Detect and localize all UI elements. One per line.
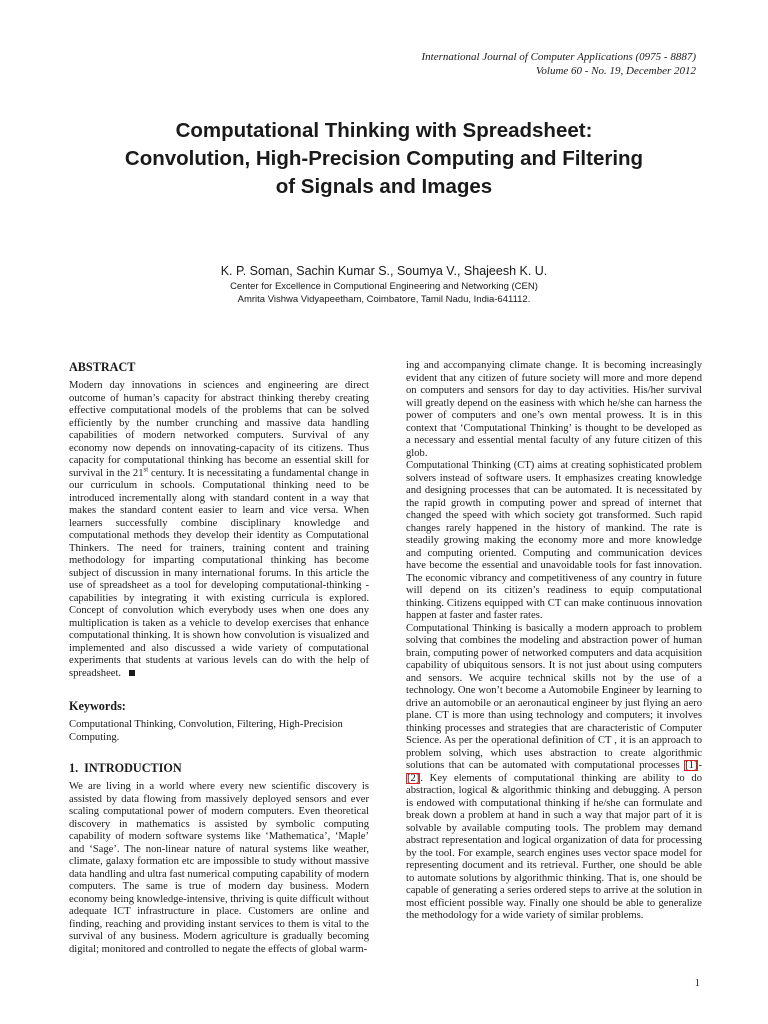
ordinal-superscript: st	[143, 464, 149, 473]
keywords-heading: Keywords:	[69, 699, 126, 713]
journal-volume: Volume 60 - No. 19, December 2012	[535, 65, 696, 77]
keywords-text: Computational Thinking, Convolution, Filtering, High-Precision Computing.	[69, 719, 343, 743]
paper-title	[40, 117, 728, 201]
journal-header	[276, 50, 696, 78]
introduction-heading	[69, 761, 369, 775]
title-line-2: Convolution, High-Precision Computing and Filtering	[124, 147, 644, 170]
abstract-text	[69, 380, 369, 680]
abstract-text-part-2: century. It is necessitating a fundamental change in our curriculum in schools. Computational thinking need to be introduced incrementally along with standard content in a way that makes the standard content easier to learn and vice versa. When learners successfully combine disciplinary knowledge and computational methods they develop their identity as Computational Thinkers. The need for trainers, training content and training methodology for imparting computational thinking has become subject of discussion in many international forums. In this article the use of spreadsheet as a tool for developing computational-thinking -capabilities by integrating it with existing curricula is explored. Concept of convolution which everybody uses when one does any multiplication is taken as a vehicle to develop exercises that enhance computational thinking. It is shown how convolution is visualized and implemented and also discussed a wide variety of computational experiments that students at various levels can do with the help of spreadsheet.	[69, 467, 369, 679]
citation-separator: -	[698, 760, 702, 771]
section-title: INTRODUCTION	[84, 761, 182, 775]
end-of-abstract-square-icon	[129, 670, 135, 676]
page-number: 1	[694, 978, 700, 989]
paragraph-3-part-1: Computational Thinking is basically a modern approach to problem solving that combines the modeling and abstraction power of human brain, computing power of networked computers and data acquisition capability of ubiquitous sensors. It is not just about using computers and sensors. We acquire technical skills not by the use of a technology. One won’t become a Automobile Engineer by learning to drive an automobile or an aeronautical engineer by just flying an aero plane. CT is more than using technology and computers; it involves thinking processes and strategies that are characteristic of Computer Science. As per the operational definition of CT , it is an approach to problem solving, which uses abstraction to create algorithmic solutions that can be automated with computational processes	[406, 622, 702, 771]
title-line-3: of Signals and Images	[275, 175, 493, 198]
title-line-1: Computational Thinking with Spreadsheet:	[175, 119, 593, 142]
abstract-heading: ABSTRACT	[69, 360, 136, 374]
paragraph-1: ing and accompanying climate change. It is becoming increasingly evident that any citizen of future society will more and more depend on computers and sensors for day to day activities. His/her survival will greatly depend on the easiness with which he/she can harness the power of computers and one’s own mental prowess. It is in this context that ‘Computational Thinking’ is thought to be developed as a necessary and essential mental faculty of any future citizen of this glob.	[406, 360, 702, 459]
affiliation-line-2: Amrita Vishwa Vidyapeetham, Coimbatore, Tamil Nadu, India-641112.	[237, 294, 531, 305]
citation-1-label: 1	[688, 760, 694, 771]
journal-name: International Journal of Computer Applications (0975 - 8887)	[421, 51, 696, 63]
paragraph-3-part-2: . Key elements of computational thinking are ability to do abstraction, logical & algorithmic thinking and debugging. A person is endowed with computational thinking if he/she can formulate and break down a problem at hand in such a way that major part of it is solvable by available computing tools. The problem may demand abstract representation and logical organization of data for processing by the tool. For example, search engines uses vector space model for representing document and its retrieval. Further, one should be able to automate solutions by algorithmic thinking. That is, one should be capable of generating a series ordered steps to arrive at the solution in most efficient possible way. Finally one should be able to generalize the methodology for a wide variety of similar problems.	[406, 772, 702, 921]
affiliation-line-1: Center for Excellence in Computional Engineering and Networking (CEN)	[230, 281, 538, 292]
citation-link-1[interactable]: [1]	[685, 760, 698, 771]
paragraph-3	[406, 623, 702, 923]
left-column	[69, 360, 369, 956]
abstract-text-part-1: Modern day innovations in sciences and engineering are direct outcome of human’s capacity for abstract thinking thereby creating effective computational models of the problems that can be solved efficiently by the number crunching and massive data handling capabilities of modern networked computers. Survival of any economy now depends on innovating-capacity of its citizens. Thus capacity for computational thinking has become an essential skill for survival in the 21	[69, 380, 369, 479]
author-list: K. P. Soman, Sachin Kumar S., Soumya V., Shajeesh K. U.	[220, 264, 548, 278]
introduction-text: We are living in a world where every new scientific discovery is assisted by data flowing from massively deployed sensors and ever scaling computational power of modern computers. Even theoretical discovery in mathematics is assisted by symbolic computing capability of modern software systems like ‘Mathematica’, ‘Maple’ and ‘Sage’. The non-linear nature of natural systems like weather, climate, galaxy formation etc are impossible to study without massive data handling and ultra fast numerical computing capability of modern computers. The same is true of modern day business. Modern economy being knowledge-intensive, thriving is quite difficult without adequate ICT infrastructure in place. Customers are online and finding, reaching and providing instant services to them is vital to the survival of any business. Modern agriculture is gradually becoming digital; monitored and controlled to negate the effects of global warm-	[69, 781, 369, 955]
citation-2-label: 2	[410, 772, 416, 784]
section-number: 1.	[69, 761, 79, 775]
right-column	[406, 360, 702, 923]
citation-link-2[interactable]: [2]	[407, 772, 420, 784]
paragraph-2: Computational Thinking (CT) aims at creating sophisticated problem solvers instead of software users. It emphasizes creating knowledge and designing processes that can be automated. It is necessitated by the rapid growth in computing power and spread of internet that changed the speed with which society got transformed. Such rapid changes rarely happened in the history of mankind. The rate is steadily growing making the economy more and more knowledge and computing oriented. Computing and communication devices have become the essential and unavoidable tools for fast innovation. The economic vibrancy and competitiveness of any country in future will depend on its citizen’s readiness to equip computational thinking. Citizens equipped with CT can make continuous innovation happen at faster and faster rates.	[406, 460, 702, 621]
